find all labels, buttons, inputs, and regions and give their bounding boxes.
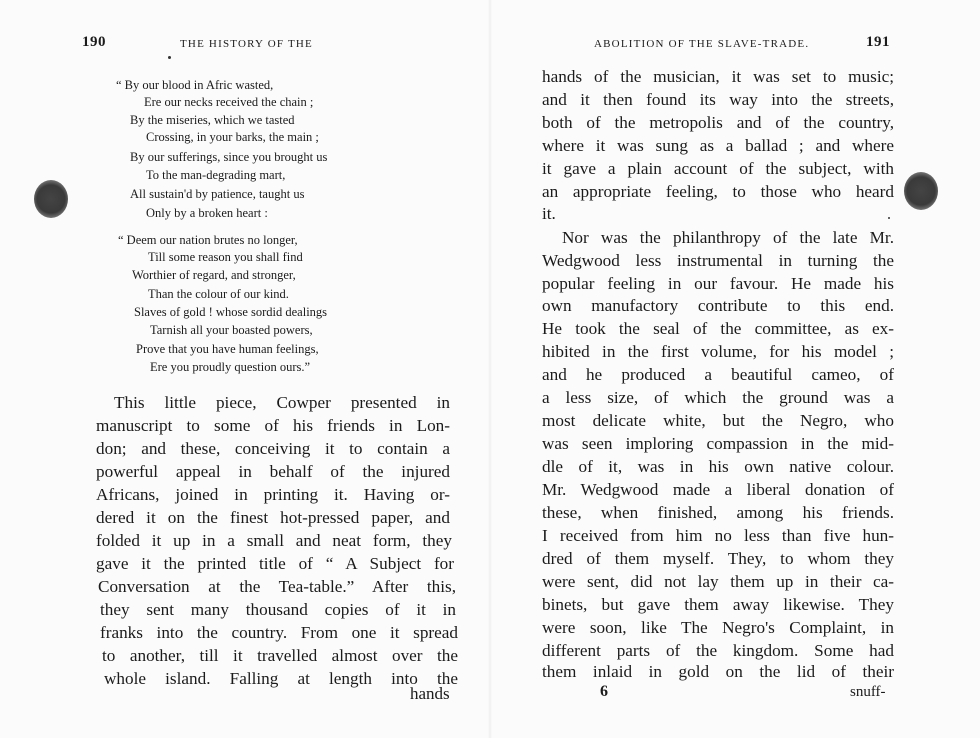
body-line: I received from him no less than five hun- [542, 526, 894, 545]
body-line: Mr. Wedgwood made a liberal donation of [542, 480, 894, 499]
right-running-head: ABOLITION OF THE SLAVE-TRADE. [594, 38, 810, 50]
body-line: was seen imploring compassion in the mid- [542, 434, 894, 453]
verse-line: “ By our blood in Afric wasted, [116, 78, 274, 92]
body-line: This little piece, Cowper presented in [114, 393, 450, 412]
verse-line: “ Deem our nation brutes no longer, [118, 233, 298, 247]
body-line: them inlaid in gold on the lid of their [542, 662, 894, 681]
body-line: a less size, of which the ground was a [542, 388, 894, 407]
verse-line: Tarnish all your boasted powers, [150, 323, 313, 337]
body-line: Nor was the philanthropy of the late Mr. [562, 228, 894, 247]
body-line: Wedgwood less instrumental in turning the [542, 251, 894, 270]
verse-line: Ere you proudly question ours.” [150, 360, 311, 374]
verse-line: Till some reason you shall find [148, 250, 303, 264]
body-line: they sent many thousand copies of it in [100, 600, 456, 619]
verse-line: Than the colour of our kind. [148, 287, 289, 301]
body-line: own manufactory contribute to this end. [542, 296, 894, 315]
body-line: Africans, joined in printing it. Having or- [96, 485, 450, 504]
body-line: dle of it, was in his own native colour. [542, 457, 894, 476]
verse-line: Ere our necks received the chain ; [144, 95, 314, 109]
body-line: dered it on the finest hot-pressed paper, and [96, 508, 450, 527]
body-line: binets, but gave them away likewise. They [542, 595, 894, 614]
left-catchword: hands [410, 684, 450, 703]
verse-line: All sustain'd by patience, taught us [130, 187, 305, 201]
body-line: gave it the printed title of “ A Subject for [96, 554, 454, 573]
body-line: powerful appeal in behalf of the injured [96, 462, 450, 481]
body-line: whole island. Falling at length into the [104, 669, 458, 688]
body-line: it. [542, 204, 556, 223]
body-line: He took the seal of the committee, as ex- [542, 319, 894, 338]
body-line: popular feeling in our favour. He made his [542, 274, 894, 293]
verse-line: Slaves of gold ! whose sordid dealings [134, 305, 328, 319]
verse-line: To the man-degrading mart, [146, 168, 286, 182]
body-line: don; and these, conceiving it to contain a [96, 439, 450, 458]
body-line: and it then found its way into the streets, [542, 90, 894, 109]
body-line: these, when finished, among his friends. [542, 503, 894, 522]
right-page [490, 0, 980, 738]
body-line: where it was sung as a ballad ; and where [542, 136, 894, 155]
ink-speck [888, 217, 890, 219]
body-line: it gave a plain account of the subject, with [542, 159, 894, 178]
right-catchword: snuff- [850, 684, 886, 700]
ink-speck [168, 56, 171, 59]
body-line: folded it up in a small and neat form, they [96, 531, 452, 550]
body-line: franks into the country. From one it spread [100, 623, 458, 642]
body-line: were soon, like The Negro's Complaint, in [542, 618, 894, 637]
body-line: hibited in the first volume, for his model ; [542, 342, 894, 361]
verse-line: Crossing, in your barks, the main ; [146, 130, 319, 144]
verse-line: Worthier of regard, and stronger, [132, 268, 296, 282]
signature-mark: 6 [600, 683, 608, 700]
body-line: hands of the musician, it was set to music; [542, 67, 894, 86]
verse-line: By the miseries, which we tasted [130, 113, 295, 127]
left-running-head: THE HISTORY OF THE [180, 38, 313, 50]
body-line: an appropriate feeling, to those who heard [542, 182, 894, 201]
verse-line: Only by a broken heart : [146, 206, 268, 220]
body-line: most delicate white, but the Negro, who [542, 411, 894, 430]
body-line: both of the metropolis and of the country, [542, 113, 894, 132]
body-line: different parts of the kingdom. Some had [542, 641, 894, 660]
body-line: dred of them myself. They, to whom they [542, 549, 894, 568]
verse-line: By our sufferings, since you brought us [130, 150, 328, 164]
right-page-number: 191 [866, 34, 890, 50]
body-line: and he produced a beautiful cameo, of [542, 365, 894, 384]
body-line: Conversation at the Tea-table.” After this, [98, 577, 456, 596]
punch-hole-mark [904, 172, 938, 210]
punch-hole-mark [34, 180, 68, 218]
body-line: to another, till it travelled almost over the [102, 646, 458, 665]
verse-line: Prove that you have human feelings, [136, 342, 319, 356]
body-line: manuscript to some of his friends in Lon- [96, 416, 450, 435]
body-line: were sent, did not lay them up in their ca- [542, 572, 894, 591]
left-page-number: 190 [82, 34, 106, 50]
